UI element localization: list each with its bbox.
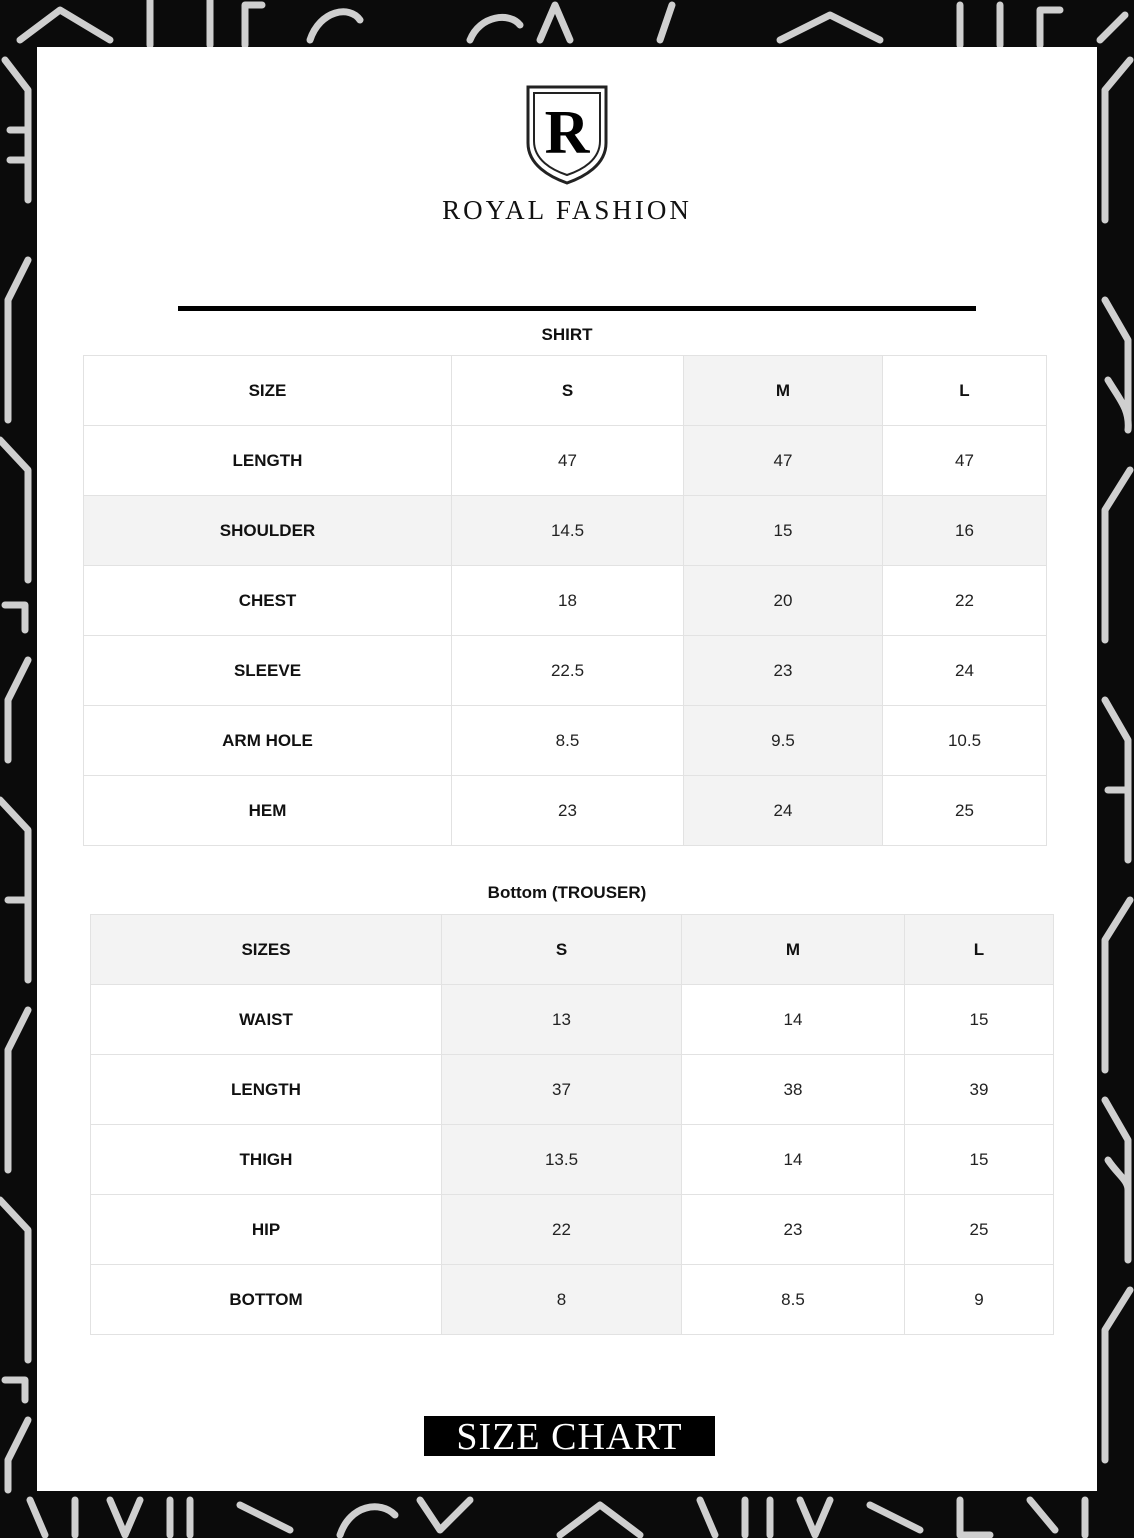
measurement-label: BOTTOM [91, 1265, 442, 1335]
size-chart-sheet [37, 47, 1097, 1491]
measurement-value: 20 [684, 566, 883, 636]
measurement-value: 13.5 [442, 1125, 682, 1195]
measurement-value: 25 [883, 776, 1047, 846]
table-row [84, 636, 1047, 706]
measurement-label: LENGTH [91, 1055, 442, 1125]
table-row [91, 1195, 1054, 1265]
svg-text:R: R [544, 99, 590, 167]
shirt-section-title: SHIRT [541, 325, 593, 344]
measurement-value: 8.5 [452, 706, 684, 776]
measurement-value: 23 [452, 776, 684, 846]
measurement-label: HIP [91, 1195, 442, 1265]
size-chart-label: SIZE CHART [424, 1416, 715, 1456]
size-header-cell: S [442, 915, 682, 985]
header-rule [178, 306, 976, 311]
measurement-label: CHEST [84, 566, 452, 636]
measurement-value: 24 [883, 636, 1047, 706]
measurement-value: 47 [452, 426, 684, 496]
measurement-value: 23 [684, 636, 883, 706]
measurement-value: 14 [682, 1125, 905, 1195]
measurement-label: WAIST [91, 985, 442, 1055]
size-header-cell: L [905, 915, 1054, 985]
table-row [84, 496, 1047, 566]
table-row [84, 706, 1047, 776]
size-header-cell: M [684, 356, 883, 426]
measurement-value: 22 [883, 566, 1047, 636]
measurement-value: 38 [682, 1055, 905, 1125]
measurement-value: 24 [684, 776, 883, 846]
measurement-value: 22.5 [452, 636, 684, 706]
measurement-value: 16 [883, 496, 1047, 566]
table-row [91, 1265, 1054, 1335]
measurement-value: 9 [905, 1265, 1054, 1335]
measurement-value: 15 [905, 985, 1054, 1055]
measurement-value: 15 [905, 1125, 1054, 1195]
table-row [84, 566, 1047, 636]
measurement-value: 47 [883, 426, 1047, 496]
measurement-value: 37 [442, 1055, 682, 1125]
shirt-size-table [83, 355, 1047, 846]
trouser-section-title: Bottom (TROUSER) [487, 883, 647, 902]
measurement-value: 25 [905, 1195, 1054, 1265]
table-row [91, 985, 1054, 1055]
table-header-row [84, 356, 1047, 426]
measurement-value: 9.5 [684, 706, 883, 776]
table-row [84, 776, 1047, 846]
size-header-cell: S [452, 356, 684, 426]
size-column-header: SIZES [91, 915, 442, 985]
table-row [91, 1125, 1054, 1195]
measurement-label: ARM HOLE [84, 706, 452, 776]
measurement-value: 18 [452, 566, 684, 636]
measurement-label: LENGTH [84, 426, 452, 496]
measurement-value: 22 [442, 1195, 682, 1265]
measurement-value: 23 [682, 1195, 905, 1265]
measurement-label: THIGH [91, 1125, 442, 1195]
brand-name: ROYAL FASHION [442, 195, 692, 225]
table-row [84, 426, 1047, 496]
size-column-header: SIZE [84, 356, 452, 426]
table-header-row [91, 915, 1054, 985]
measurement-value: 47 [684, 426, 883, 496]
measurement-value: 15 [684, 496, 883, 566]
royal-fashion-crest-logo [524, 83, 610, 185]
measurement-value: 8.5 [682, 1265, 905, 1335]
measurement-value: 14.5 [452, 496, 684, 566]
measurement-value: 13 [442, 985, 682, 1055]
measurement-value: 10.5 [883, 706, 1047, 776]
measurement-value: 8 [442, 1265, 682, 1335]
measurement-label: HEM [84, 776, 452, 846]
size-header-cell: L [883, 356, 1047, 426]
measurement-label: SLEEVE [84, 636, 452, 706]
size-header-cell: M [682, 915, 905, 985]
trouser-size-table [90, 914, 1054, 1335]
table-row [91, 1055, 1054, 1125]
measurement-value: 39 [905, 1055, 1054, 1125]
measurement-value: 14 [682, 985, 905, 1055]
measurement-label: SHOULDER [84, 496, 452, 566]
